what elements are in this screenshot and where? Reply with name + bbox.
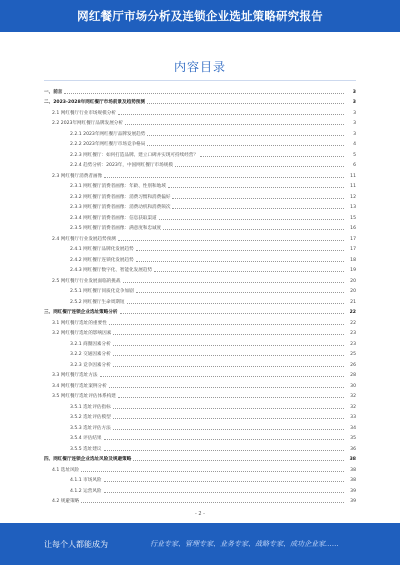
toc-entry-label: 4.1.2 运营风险 bbox=[70, 488, 102, 494]
toc-entry-label: 3.2.1 商圈因素分析 bbox=[70, 341, 111, 347]
toc-entry-page: 12 bbox=[350, 194, 356, 200]
toc-entry-page: 34 bbox=[350, 425, 356, 431]
toc-entry-label: 二、2023-2028年网红餐厅市场前景及趋势预测 bbox=[44, 100, 145, 105]
toc-entry[interactable] bbox=[44, 95, 356, 106]
toc-entry[interactable] bbox=[44, 273, 356, 284]
toc-entry-label: 2.2.3 网红餐厅：如何打造品牌、建立口碑并实现可持续经营？ bbox=[70, 152, 198, 158]
toc-entry-label: 3.5 网红餐厅选址评估体系构建 bbox=[52, 394, 116, 399]
toc-entry[interactable] bbox=[44, 284, 356, 295]
toc-entry[interactable] bbox=[44, 242, 356, 253]
toc-entry[interactable] bbox=[44, 378, 356, 389]
toc-entry-label: 3.5.4 评估结果 bbox=[70, 436, 102, 441]
toc-entry-label: 3.4 网红餐厅选址案例分析 bbox=[52, 383, 107, 389]
toc-entry-page: 22 bbox=[349, 310, 356, 315]
toc-entry-page: 23 bbox=[350, 331, 356, 336]
footer-slogan: 让每个人都能成为 bbox=[44, 540, 108, 549]
toc-leader-dots bbox=[113, 333, 344, 335]
toc-entry-label: 3.1 网红餐厅选址的重要性 bbox=[52, 320, 107, 326]
toc-leader-dots bbox=[104, 438, 344, 440]
toc-entry-label: 2.3.4 网红餐厅消费者画像：信息获取渠道 bbox=[70, 215, 157, 221]
toc-entry[interactable] bbox=[44, 462, 356, 473]
toc-entry[interactable] bbox=[44, 399, 356, 410]
toc-entry[interactable] bbox=[44, 483, 356, 494]
toc-entry-label: 3.2.2 交通因素分析 bbox=[70, 352, 111, 357]
toc-entry[interactable] bbox=[44, 200, 356, 211]
toc-entry[interactable] bbox=[44, 158, 356, 169]
toc-entry-page: 3 bbox=[353, 121, 356, 126]
toc-leader-dots bbox=[168, 186, 344, 188]
toc-leader-dots bbox=[123, 281, 345, 283]
toc-entry-page: 26 bbox=[350, 362, 356, 368]
page-number: - 2 - bbox=[195, 511, 205, 517]
toc-entry-page: 21 bbox=[350, 299, 356, 305]
toc-leader-dots bbox=[113, 344, 344, 346]
toc-leader-dots bbox=[147, 102, 344, 104]
toc-entry-page: 3 bbox=[353, 131, 356, 137]
toc-entry-label: 2.3.1 网红餐厅消费者画像：年龄、性别和地域 bbox=[70, 184, 166, 189]
toc-entry-page: 19 bbox=[350, 268, 356, 273]
toc-entry-label: 2.4 网红餐厅行业发展趋势预测 bbox=[52, 236, 116, 242]
toc-entry-page: 3 bbox=[352, 89, 356, 95]
report-title: 网红餐厅市场分析及连锁企业选址策略研究报告 bbox=[77, 9, 323, 23]
toc-leader-dots bbox=[136, 249, 344, 251]
toc-entry-page: 18 bbox=[350, 257, 356, 263]
table-of-contents bbox=[44, 84, 356, 504]
toc-entry-label: 2.5 网红餐厅行业发展面临的挑战 bbox=[52, 278, 121, 284]
toc-leader-dots bbox=[113, 407, 344, 409]
toc-leader-dots bbox=[109, 386, 344, 388]
toc-entry[interactable] bbox=[44, 494, 356, 505]
toc-entry-label: 3.5.2 选址评估模型 bbox=[70, 415, 111, 420]
toc-entry[interactable] bbox=[44, 105, 356, 116]
toc-entry-page: 5 bbox=[353, 152, 356, 158]
toc-entry-label: 2.2 2023年网红餐厅品牌发展分析 bbox=[52, 121, 123, 126]
toc-entry[interactable] bbox=[44, 431, 356, 442]
toc-leader-dots bbox=[172, 207, 344, 209]
toc-leader-dots bbox=[113, 417, 344, 419]
toc-entry-page: 39 bbox=[350, 499, 356, 504]
toc-entry-page: 25 bbox=[350, 352, 356, 357]
toc-entry[interactable] bbox=[44, 84, 356, 95]
toc-entry[interactable] bbox=[44, 326, 356, 337]
toc-entry-label: 2.4.1 网红餐厅品牌化发展趋势 bbox=[70, 247, 134, 252]
toc-entry[interactable] bbox=[44, 315, 356, 326]
toc-leader-dots bbox=[104, 449, 344, 451]
toc-entry[interactable] bbox=[44, 252, 356, 263]
toc-leader-dots bbox=[127, 302, 345, 304]
toc-leader-dots bbox=[120, 312, 344, 314]
toc-entry-page: 11 bbox=[350, 173, 356, 179]
toc-entry-page: 32 bbox=[350, 394, 356, 399]
toc-entry-page: 3 bbox=[352, 100, 356, 105]
toc-entry-label: 四、网红餐厅连锁企业选址风险及规避策略 bbox=[44, 457, 132, 462]
toc-entry-label: 4.1.1 市场风险 bbox=[70, 478, 102, 483]
toc-leader-dots bbox=[81, 501, 344, 503]
toc-entry-label: 3.2.3 竞争因素分析 bbox=[70, 362, 111, 368]
toc-entry-page: 16 bbox=[350, 226, 356, 231]
toc-entry[interactable] bbox=[44, 179, 356, 190]
toc-leader-dots bbox=[118, 396, 344, 398]
toc-entry-label: 2.4.3 网红餐厅数字化、智能化发展趋势 bbox=[70, 268, 153, 273]
toc-entry-label: 2.5.2 网红餐厅生命周期短 bbox=[70, 299, 125, 305]
toc-entry-page: 11 bbox=[350, 184, 356, 189]
toc-entry-label: 3.2 网红餐厅选址的影响因素 bbox=[52, 331, 112, 336]
toc-entry-label: 3.5.3 选址评估方法 bbox=[70, 425, 111, 431]
toc-entry[interactable] bbox=[44, 137, 356, 148]
toc-leader-dots bbox=[172, 197, 344, 199]
toc-entry[interactable] bbox=[44, 305, 356, 316]
toc-leader-dots bbox=[133, 459, 344, 461]
header-bar bbox=[0, 0, 400, 32]
toc-entry-label: 2.2.2 2023年网红餐厅市场竞争格局 bbox=[70, 142, 146, 147]
toc-leader-dots bbox=[159, 218, 344, 220]
toc-entry[interactable] bbox=[44, 368, 356, 379]
toc-entry[interactable] bbox=[44, 452, 356, 463]
toc-entry[interactable] bbox=[44, 231, 356, 242]
toc-entry-page: 15 bbox=[350, 215, 356, 221]
toc-leader-dots bbox=[113, 354, 344, 356]
toc-entry[interactable] bbox=[44, 441, 356, 452]
toc-entry-label: 2.5.1 网红餐厅同质化竞争加剧 bbox=[70, 289, 134, 294]
toc-leader-dots bbox=[125, 123, 344, 125]
toc-entry-label: 3.3 网红餐厅选址方法 bbox=[52, 373, 98, 378]
toc-entry-label: 4.2 规避策略 bbox=[52, 499, 80, 504]
toc-entry[interactable] bbox=[44, 221, 356, 232]
toc-leader-dots bbox=[154, 270, 344, 272]
toc-leader-dots bbox=[109, 323, 344, 325]
toc-entry-page: 20 bbox=[350, 278, 356, 284]
toc-entry-label: 一、前言 bbox=[44, 89, 63, 95]
footer-tagline: 行业专家、管理专家、业务专家、战略专家、成功企业家…… bbox=[150, 540, 339, 548]
toc-leader-dots bbox=[104, 176, 344, 178]
toc-leader-dots bbox=[104, 491, 344, 493]
toc-entry[interactable] bbox=[44, 147, 356, 158]
toc-entry-page: 36 bbox=[350, 446, 356, 452]
toc-entry[interactable] bbox=[44, 168, 356, 179]
toc-entry-label: 三、网红餐厅连锁企业选址策略分析 bbox=[44, 310, 118, 315]
toc-entry-page: 28 bbox=[350, 373, 356, 378]
toc-entry[interactable] bbox=[44, 126, 356, 137]
toc-entry-page: 39 bbox=[350, 488, 356, 494]
toc-leader-dots bbox=[81, 470, 344, 472]
toc-entry-label: 4.1 选址风险 bbox=[52, 467, 80, 473]
toc-entry[interactable] bbox=[44, 410, 356, 421]
toc-entry-page: 32 bbox=[350, 404, 356, 410]
toc-divider bbox=[44, 80, 356, 81]
toc-leader-dots bbox=[118, 113, 344, 115]
toc-entry-page: 35 bbox=[350, 436, 356, 441]
toc-entry[interactable] bbox=[44, 210, 356, 221]
toc-entry[interactable] bbox=[44, 116, 356, 127]
toc-entry[interactable] bbox=[44, 357, 356, 368]
toc-entry-page: 4 bbox=[353, 142, 356, 147]
toc-entry-label: 2.3.2 网红餐厅消费者画像：消费习惯和消费偏好 bbox=[70, 194, 171, 200]
toc-entry-label: 3.5.1 选址评估指标 bbox=[70, 404, 111, 410]
toc-leader-dots bbox=[113, 365, 344, 367]
toc-entry-page: 22 bbox=[350, 320, 356, 326]
toc-entry-label: 2.4.2 网红餐厅连锁化发展趋势 bbox=[70, 257, 134, 263]
toc-leader-dots bbox=[64, 92, 344, 94]
toc-entry[interactable] bbox=[44, 420, 356, 431]
toc-leader-dots bbox=[100, 375, 344, 377]
toc-entry-label: 2.3.5 网红餐厅消费者画像：满意度和忠诚度 bbox=[70, 226, 162, 231]
toc-entry[interactable] bbox=[44, 389, 356, 400]
toc-entry-page: 30 bbox=[350, 383, 356, 389]
toc-entry-label: 2.2.1 2023年网红餐厅品牌发展趋势 bbox=[70, 131, 146, 137]
toc-leader-dots bbox=[200, 155, 344, 157]
toc-entry[interactable] bbox=[44, 189, 356, 200]
toc-entry-page: 3 bbox=[353, 110, 356, 116]
toc-entry[interactable] bbox=[44, 263, 356, 274]
toc-entry-page: 38 bbox=[350, 467, 356, 473]
toc-entry[interactable] bbox=[44, 336, 356, 347]
toc-entry-label: 2.1 网红餐厅行业市场规模分析 bbox=[52, 110, 116, 116]
toc-heading: 内容目录 bbox=[173, 60, 226, 74]
toc-leader-dots bbox=[163, 228, 344, 230]
toc-entry-page: 6 bbox=[353, 163, 356, 168]
toc-leader-dots bbox=[175, 165, 344, 167]
toc-entry-page: 38 bbox=[350, 478, 356, 483]
toc-entry-label: 2.2.4 趋势分析：2023年，中国网红餐厅市场规模 bbox=[70, 163, 173, 168]
toc-leader-dots bbox=[104, 480, 344, 482]
toc-entry-page: 23 bbox=[350, 341, 356, 347]
toc-leader-dots bbox=[118, 239, 344, 241]
toc-entry-page: 17 bbox=[350, 247, 356, 252]
toc-entry-page: 33 bbox=[350, 415, 356, 420]
toc-entry-label: 2.3 网红餐厅消费者画像 bbox=[52, 173, 103, 179]
toc-entry-label: 2.3.3 网红餐厅消费者画像：消费动机和消费频次 bbox=[70, 205, 171, 210]
toc-leader-dots bbox=[136, 291, 344, 293]
toc-leader-dots bbox=[113, 428, 344, 430]
toc-entry[interactable] bbox=[44, 294, 356, 305]
toc-leader-dots bbox=[147, 134, 344, 136]
toc-entry-page: 13 bbox=[350, 205, 356, 210]
footer-bar bbox=[0, 523, 400, 565]
toc-entry-page: 38 bbox=[349, 457, 356, 462]
toc-leader-dots bbox=[136, 260, 344, 262]
toc-entry-label: 3.5.5 选址建议 bbox=[70, 446, 102, 452]
toc-leader-dots bbox=[147, 144, 344, 146]
toc-entry-page: 17 bbox=[350, 236, 356, 242]
toc-entry[interactable] bbox=[44, 347, 356, 358]
toc-entry-page: 20 bbox=[350, 289, 356, 294]
toc-entry[interactable] bbox=[44, 473, 356, 484]
